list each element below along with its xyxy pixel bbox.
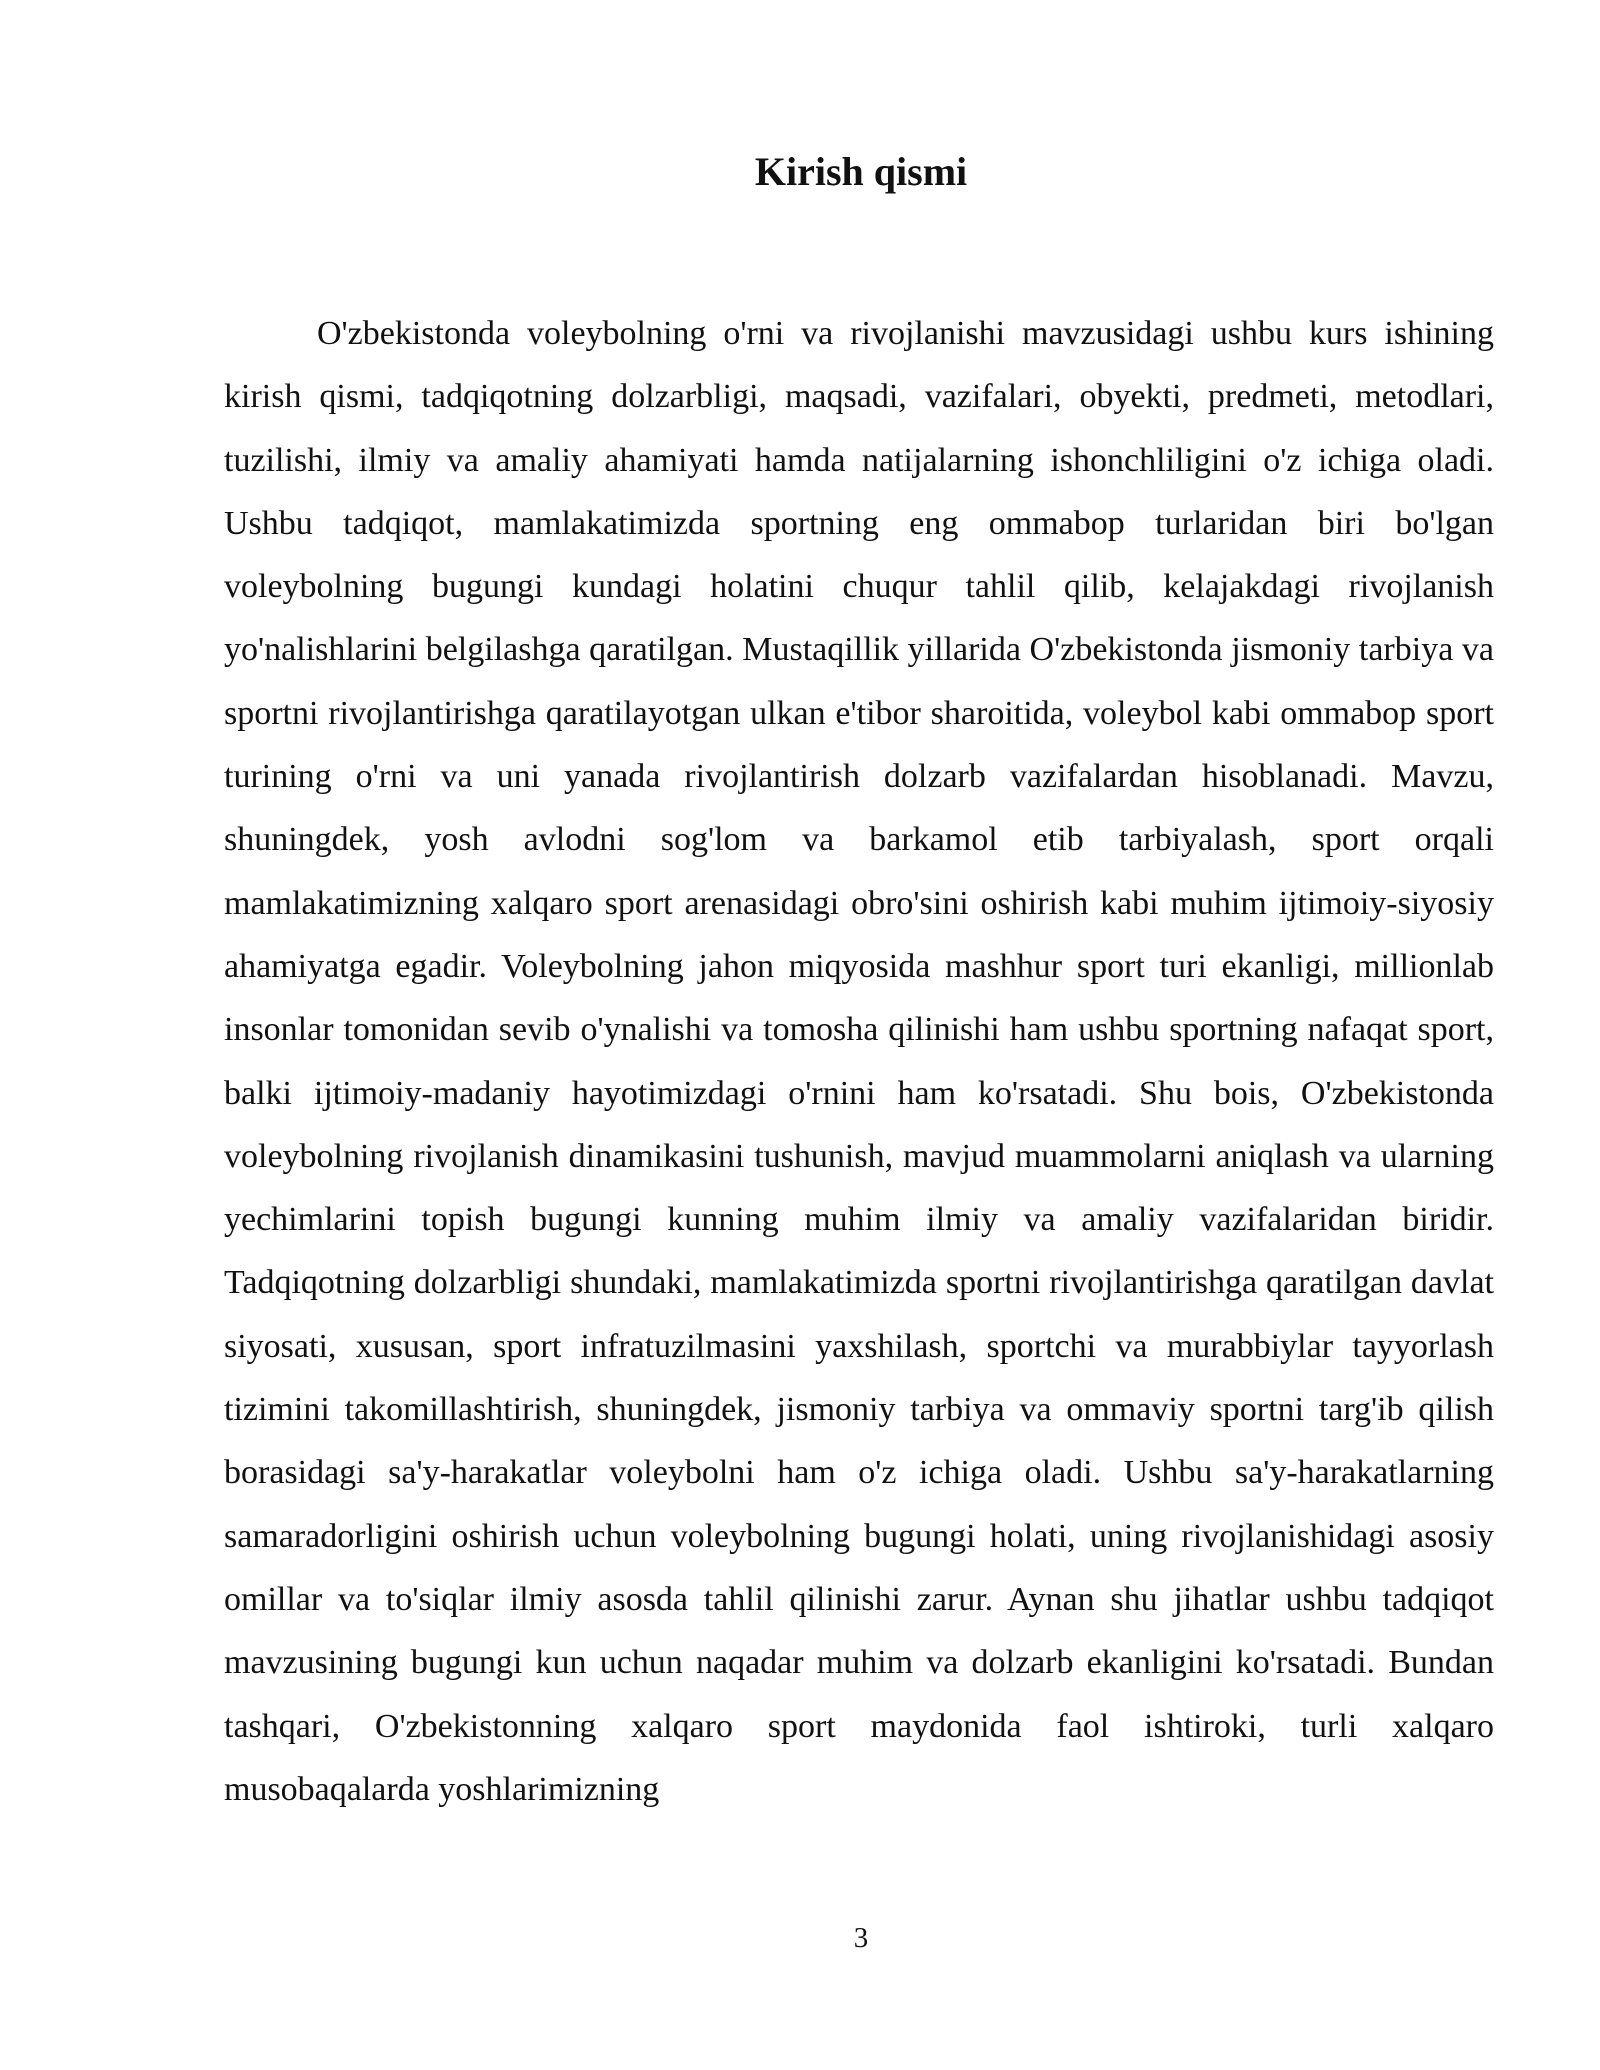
page-number: 3	[853, 1922, 869, 1954]
body-paragraph: O'zbekistonda voleybolning o'rni va rivojlanishi mavzusidagi ushbu kurs ishining kirish qismi, tadqiqotning dolzarbligi, maqsadi, vazifalari, obyekti, predmeti, metodlari, tuzilishi, ilmiy va amaliy ahamiyati hamda natijalarning ishonchliligini o'z ichiga oladi. Ushbu tadqiqot, mamlakatimizda sportning eng ommabop turlaridan biri bo'lgan voleybolning bugungi kundagi holatini chuqur tahlil qilib, kelajakdagi rivojlanish yo'nalishlarini belgilashga qaratilgan. Mustaqillik yillarida O'zbekistonda jismoniy tarbiya va sportni rivojlantirishga qaratilayotgan ulkan e'tibor sharoitida, voleybol kabi ommabop sport turining o'rni va uni yanada rivojlantirish dolzarb vazifalardan hisoblanadi. Mavzu, shuningdek, yosh avlodni sog'lom va barkamol etib tarbiyalash, sport orqali mamlakatimizning xalqaro sport arenasidagi obro'sini oshirish kabi muhim ijtimoiy-siyosiy ahamiyatga egadir. Voleybolning jahon miqyosida mashhur sport turi ekanligi, millionlab insonlar tomonidan sevib o'ynalishi va tomosha qilinishi ham ushbu sportning nafaqat sport, balki ijtimoiy-madaniy hayotimizdagi o'rnini ham ko'rsatadi. Shu bois, O'zbekistonda voleybolning rivojlanish dinamikasini tushunish, mavjud muammolarni aniqlash va ularning yechimlarini topish bugungi kunning muhim ilmiy va amaliy vazifalaridan biridir. Tadqiqotning dolzarbligi shundaki, mamlakatimizda sportni rivojlantirishga qaratilgan davlat siyosati, xususan, sport infratuzilmasini yaxshilash, sportchi va murabbiylar tayyorlash tizimini takomillashtirish, shuningdek, jismoniy tarbiya va ommaviy sportni targ'ib qilish borasidagi sa'y-harakatlar voleybolni ham o'z ichiga oladi. Ushbu sa'y-harakatlarning samaradorligini oshirish uchun voleybolning bugungi holati, uning rivojlanishidagi asosiy omillar va to'siqlar ilmiy asosda tahlil qilinishi zarur. Aynan shu jihatlar ushbu tadqiqot mavzusining bugungi kun uchun naqadar muhim va dolzarb ekanligini ko'rsatadi. Bundan tashqari, O'zbekistonning xalqaro sport maydonida faol ishtiroki, turli xalqaro musobaqalarda yoshlarimizning	[224, 315, 1494, 1808]
page-title: Kirish qismi	[754, 149, 968, 194]
